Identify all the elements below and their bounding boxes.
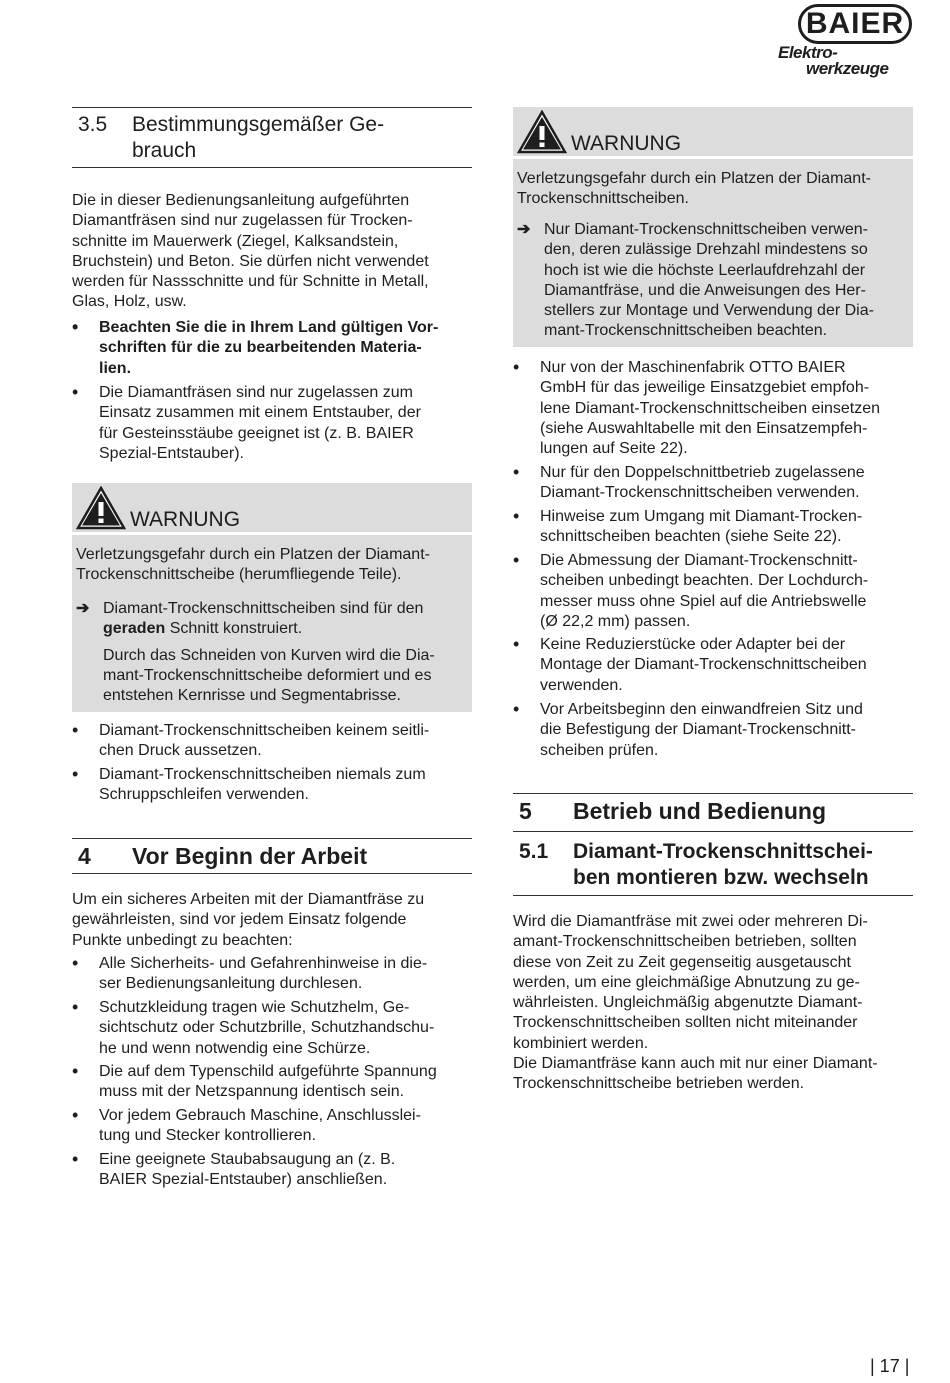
section-title-line-1: Diamant-Trockenschnittschei- <box>573 840 873 863</box>
text-line <box>103 619 472 639</box>
list-item <box>513 463 913 504</box>
warning-box <box>513 107 913 347</box>
text-line: schriften für die zu bearbeitenden Materia- <box>99 339 422 357</box>
text-line: Wird die Diamantfräse mit zwei oder mehreren Di- <box>513 913 868 930</box>
text-line: die Befestigung der Diamant-Trockenschnitt- <box>540 721 856 739</box>
text-line: Diamantfräse, und die Anweisungen des Her- <box>544 281 866 299</box>
text-line: muss mit der Netzspannung identisch sein. <box>99 1083 405 1101</box>
text-line: • Alle Sicherheits- und Gefahrenhinweise in die- <box>99 955 428 972</box>
section-5-1-heading <box>513 831 913 896</box>
section-3-5-heading <box>72 107 472 168</box>
list-item <box>513 507 913 548</box>
text-line: • Beachten Sie die in Ihrem Land gültigen Vor- <box>99 319 439 336</box>
section-title-line-1: Bestimmungsgemäßer Ge- <box>132 113 385 136</box>
text-line: GmbH für das jeweilige Einsatzgebiet empfoh- <box>540 379 870 397</box>
text-line: messer muss ohne Spiel auf die Antriebswelle <box>540 592 867 610</box>
arrow-right-icon: ➔ <box>76 600 90 617</box>
text-line: • Hinweise zum Umgang mit Diamant-Trocken- <box>540 508 863 525</box>
text-line: • Schutzkleidung tragen wie Schutzhelm, Ge- <box>99 999 410 1016</box>
text-line: den, deren zulässige Drehzahl mindestens so <box>544 241 868 259</box>
text-line: entstehen Kernrisse und Segmentabrisse. <box>103 687 401 705</box>
text-line: Nur Diamant-Trockenschnittscheiben verwen- <box>544 221 868 238</box>
text-line: für Gesteinsstäube geeignet ist (z. B. BAIER <box>99 424 414 442</box>
text-line: Diamantfräsen sind nur zugelassen für Trocken- <box>72 212 413 230</box>
text-line: tung und Stecker kontrollieren. <box>99 1127 317 1145</box>
logo-tagline-2: werkzeuge <box>806 59 889 78</box>
text-line: Verletzungsgefahr durch ein Platzen der Diamant- <box>517 170 871 187</box>
warning-title: WARNUNG <box>130 508 241 531</box>
logo-tagline-1: Elektro- <box>778 43 838 62</box>
section-4-heading <box>72 838 472 874</box>
text-line: hoch ist wie die höchste Leerlaufdrehzahl der <box>544 261 866 279</box>
text-line: • Nur von der Maschinenfabrik OTTO BAIER <box>540 359 846 376</box>
text-line: Schruppschleifen verwenden. <box>99 786 309 804</box>
warning-instruction <box>517 220 913 342</box>
text-line: währleisten. Ungleichmäßig abgenutzte Diamant- <box>513 994 863 1012</box>
text-line: Spezial-Entstauber). <box>99 444 244 462</box>
text-line: mant-Trockenschnittscheiben beachten. <box>544 322 828 340</box>
text-line: Durch das Schneiden von Kurven wird die Dia- <box>103 646 435 664</box>
section-title: Betrieb und Bedienung <box>573 798 826 824</box>
warning-header <box>513 107 913 159</box>
text-line: kombiniert werden. <box>513 1034 649 1052</box>
text-line: schnittscheiben beachten (siehe Seite 22). <box>540 528 842 546</box>
logo-brand: BAIER <box>798 4 912 44</box>
section-title: Vor Beginn der Arbeit <box>132 843 368 869</box>
list-item <box>513 635 913 696</box>
list-item <box>72 998 472 1059</box>
s35-intro <box>72 191 472 313</box>
text-line: • Die Diamantfräsen sind nur zugelassen zum <box>99 384 413 401</box>
text-line: Diamant-Trockenschnittscheiben verwenden. <box>540 484 860 502</box>
text-line: chen Druck aussetzen. <box>99 742 262 760</box>
text-line: werden, um eine gleichmäßige Abnutzung zu ge- <box>513 973 860 991</box>
text-line: werden für Nassschnitte und für Schnitte in Metall, <box>72 273 429 291</box>
warning-triangle-icon <box>76 486 126 530</box>
text-line: • Nur für den Doppelschnittbetrieb zugelassene <box>540 464 865 481</box>
arrow-right-icon: ➔ <box>517 221 531 238</box>
text-line: • Die auf dem Typenschild aufgeführte Spannung <box>99 1063 437 1080</box>
warning-title: WARNUNG <box>571 132 682 155</box>
text-line: he und wenn notwendig eine Schürze. <box>99 1039 371 1057</box>
text-line: • Die Abmessung der Diamant-Trockenschnitt- <box>540 552 858 569</box>
text-line: verwenden. <box>540 676 623 694</box>
text-line: Trockenschnittscheibe (herumfliegende Teile). <box>76 566 402 584</box>
list-item <box>513 551 913 632</box>
text-line: Glas, Holz, usw. <box>72 293 187 311</box>
text-line: Die Diamantfräse kann auch mit nur einer Diamant- <box>513 1055 878 1073</box>
text-line: Punkte unbedingt zu beachten: <box>72 931 293 949</box>
text-line: Trockenschnittscheibe betrieben werden. <box>513 1075 805 1093</box>
warning-instruction <box>76 599 472 706</box>
text-line: • Diamant-Trockenschnittscheiben niemals zum <box>99 766 426 783</box>
text-line: Verletzungsgefahr durch ein Platzen der Diamant- <box>76 546 430 563</box>
left-column <box>72 0 472 1383</box>
list-item <box>72 383 472 464</box>
list-item <box>513 700 913 761</box>
text-line: gewährleisten, sind vor jedem Einsatz folgende <box>72 911 407 929</box>
text-line: Trockenschnittscheiben sollten nicht miteinander <box>513 1014 858 1032</box>
text-line: diese von Zeit zu Zeit gegenseitig ausgetauscht <box>513 953 851 971</box>
list-item <box>72 1062 472 1103</box>
text-line: Um ein sicheres Arbeiten mit der Diamantfräse zu <box>72 891 425 908</box>
text-line: scheiben unbedingt beachten. Der Lochdurch- <box>540 572 869 590</box>
text-line: Diamant-Trockenschnittscheiben sind für den <box>103 600 424 617</box>
section-title-line-2: ben montieren bzw. wechseln <box>573 866 869 889</box>
warning-intro <box>76 545 472 586</box>
text-line: lene Diamant-Trockenschnittscheiben einsetzen <box>540 399 881 417</box>
text-line: Montage der Diamant-Trockenschnittscheiben <box>540 656 867 674</box>
text-line: • Eine geeignete Staubabsaugung an (z. B. <box>99 1151 396 1168</box>
warning-header <box>72 483 472 535</box>
section-number: 5.1 <box>519 840 549 863</box>
list-item <box>72 318 472 379</box>
warning-triangle-icon <box>517 110 567 154</box>
text-line: • Diamant-Trockenschnittscheiben keinem seitli- <box>99 722 430 739</box>
text-line: Bruchstein) und Beton. Sie dürfen nicht verwendet <box>72 252 429 270</box>
text-line: schnitte im Mauerwerk (Ziegel, Kalksandstein, <box>72 232 399 250</box>
text-line: lungen auf Seite 22). <box>540 440 688 458</box>
section-number: 4 <box>78 843 91 869</box>
text-line: Einsatz zusammen mit einem Entstauber, der <box>99 404 421 422</box>
text-line: Trockenschnittscheiben. <box>517 190 689 208</box>
text-line: BAIER Spezial-Entstauber) anschließen. <box>99 1171 388 1189</box>
text-line: • Keine Reduzierstücke oder Adapter bei der <box>540 636 846 653</box>
list-item <box>72 765 472 806</box>
page-number: | 17 | <box>870 1356 910 1376</box>
text-line: (Ø 22,2 mm) passen. <box>540 612 691 630</box>
text-line: ser Bedienungsanleitung durchlesen. <box>99 975 363 993</box>
text-line: • Vor jedem Gebrauch Maschine, Anschlusslei- <box>99 1107 421 1124</box>
s51-paragraph <box>513 912 913 1095</box>
right-column <box>513 0 913 1383</box>
text-fragment: Schnitt konstruiert. <box>165 620 303 638</box>
text-line: Die in dieser Bedienungsanleitung aufgeführten <box>72 192 410 209</box>
text-line: mant-Trockenschnittscheibe deformiert und es <box>103 666 432 684</box>
section-title-line-2: brauch <box>132 139 197 162</box>
list-item <box>72 1150 472 1191</box>
emphasis: geraden <box>103 620 166 638</box>
list-item <box>72 954 472 995</box>
list-item <box>72 1106 472 1147</box>
text-line: • Vor Arbeitsbeginn den einwandfreien Sitz und <box>540 701 863 718</box>
section-number: 5 <box>519 798 532 824</box>
s4-intro <box>72 890 472 951</box>
warning-intro <box>517 169 913 210</box>
section-number: 3.5 <box>78 113 108 136</box>
warning-box <box>72 483 472 712</box>
text-line: stellers zur Montage und Verwendung der Dia- <box>544 302 874 320</box>
text-line: sichtschutz oder Schutzbrille, Schutzhandschu- <box>99 1019 435 1037</box>
text-line: (siehe Auswahltabelle mit den Einsatzempfeh- <box>540 419 868 437</box>
text-line: scheiben prüfen. <box>540 741 659 759</box>
section-5-heading <box>513 793 913 831</box>
list-item <box>513 358 913 459</box>
text-line: lien. <box>99 359 132 377</box>
text-line: amant-Trockenschnittscheiben betrieben, sollten <box>513 933 857 951</box>
list-item <box>72 721 472 762</box>
